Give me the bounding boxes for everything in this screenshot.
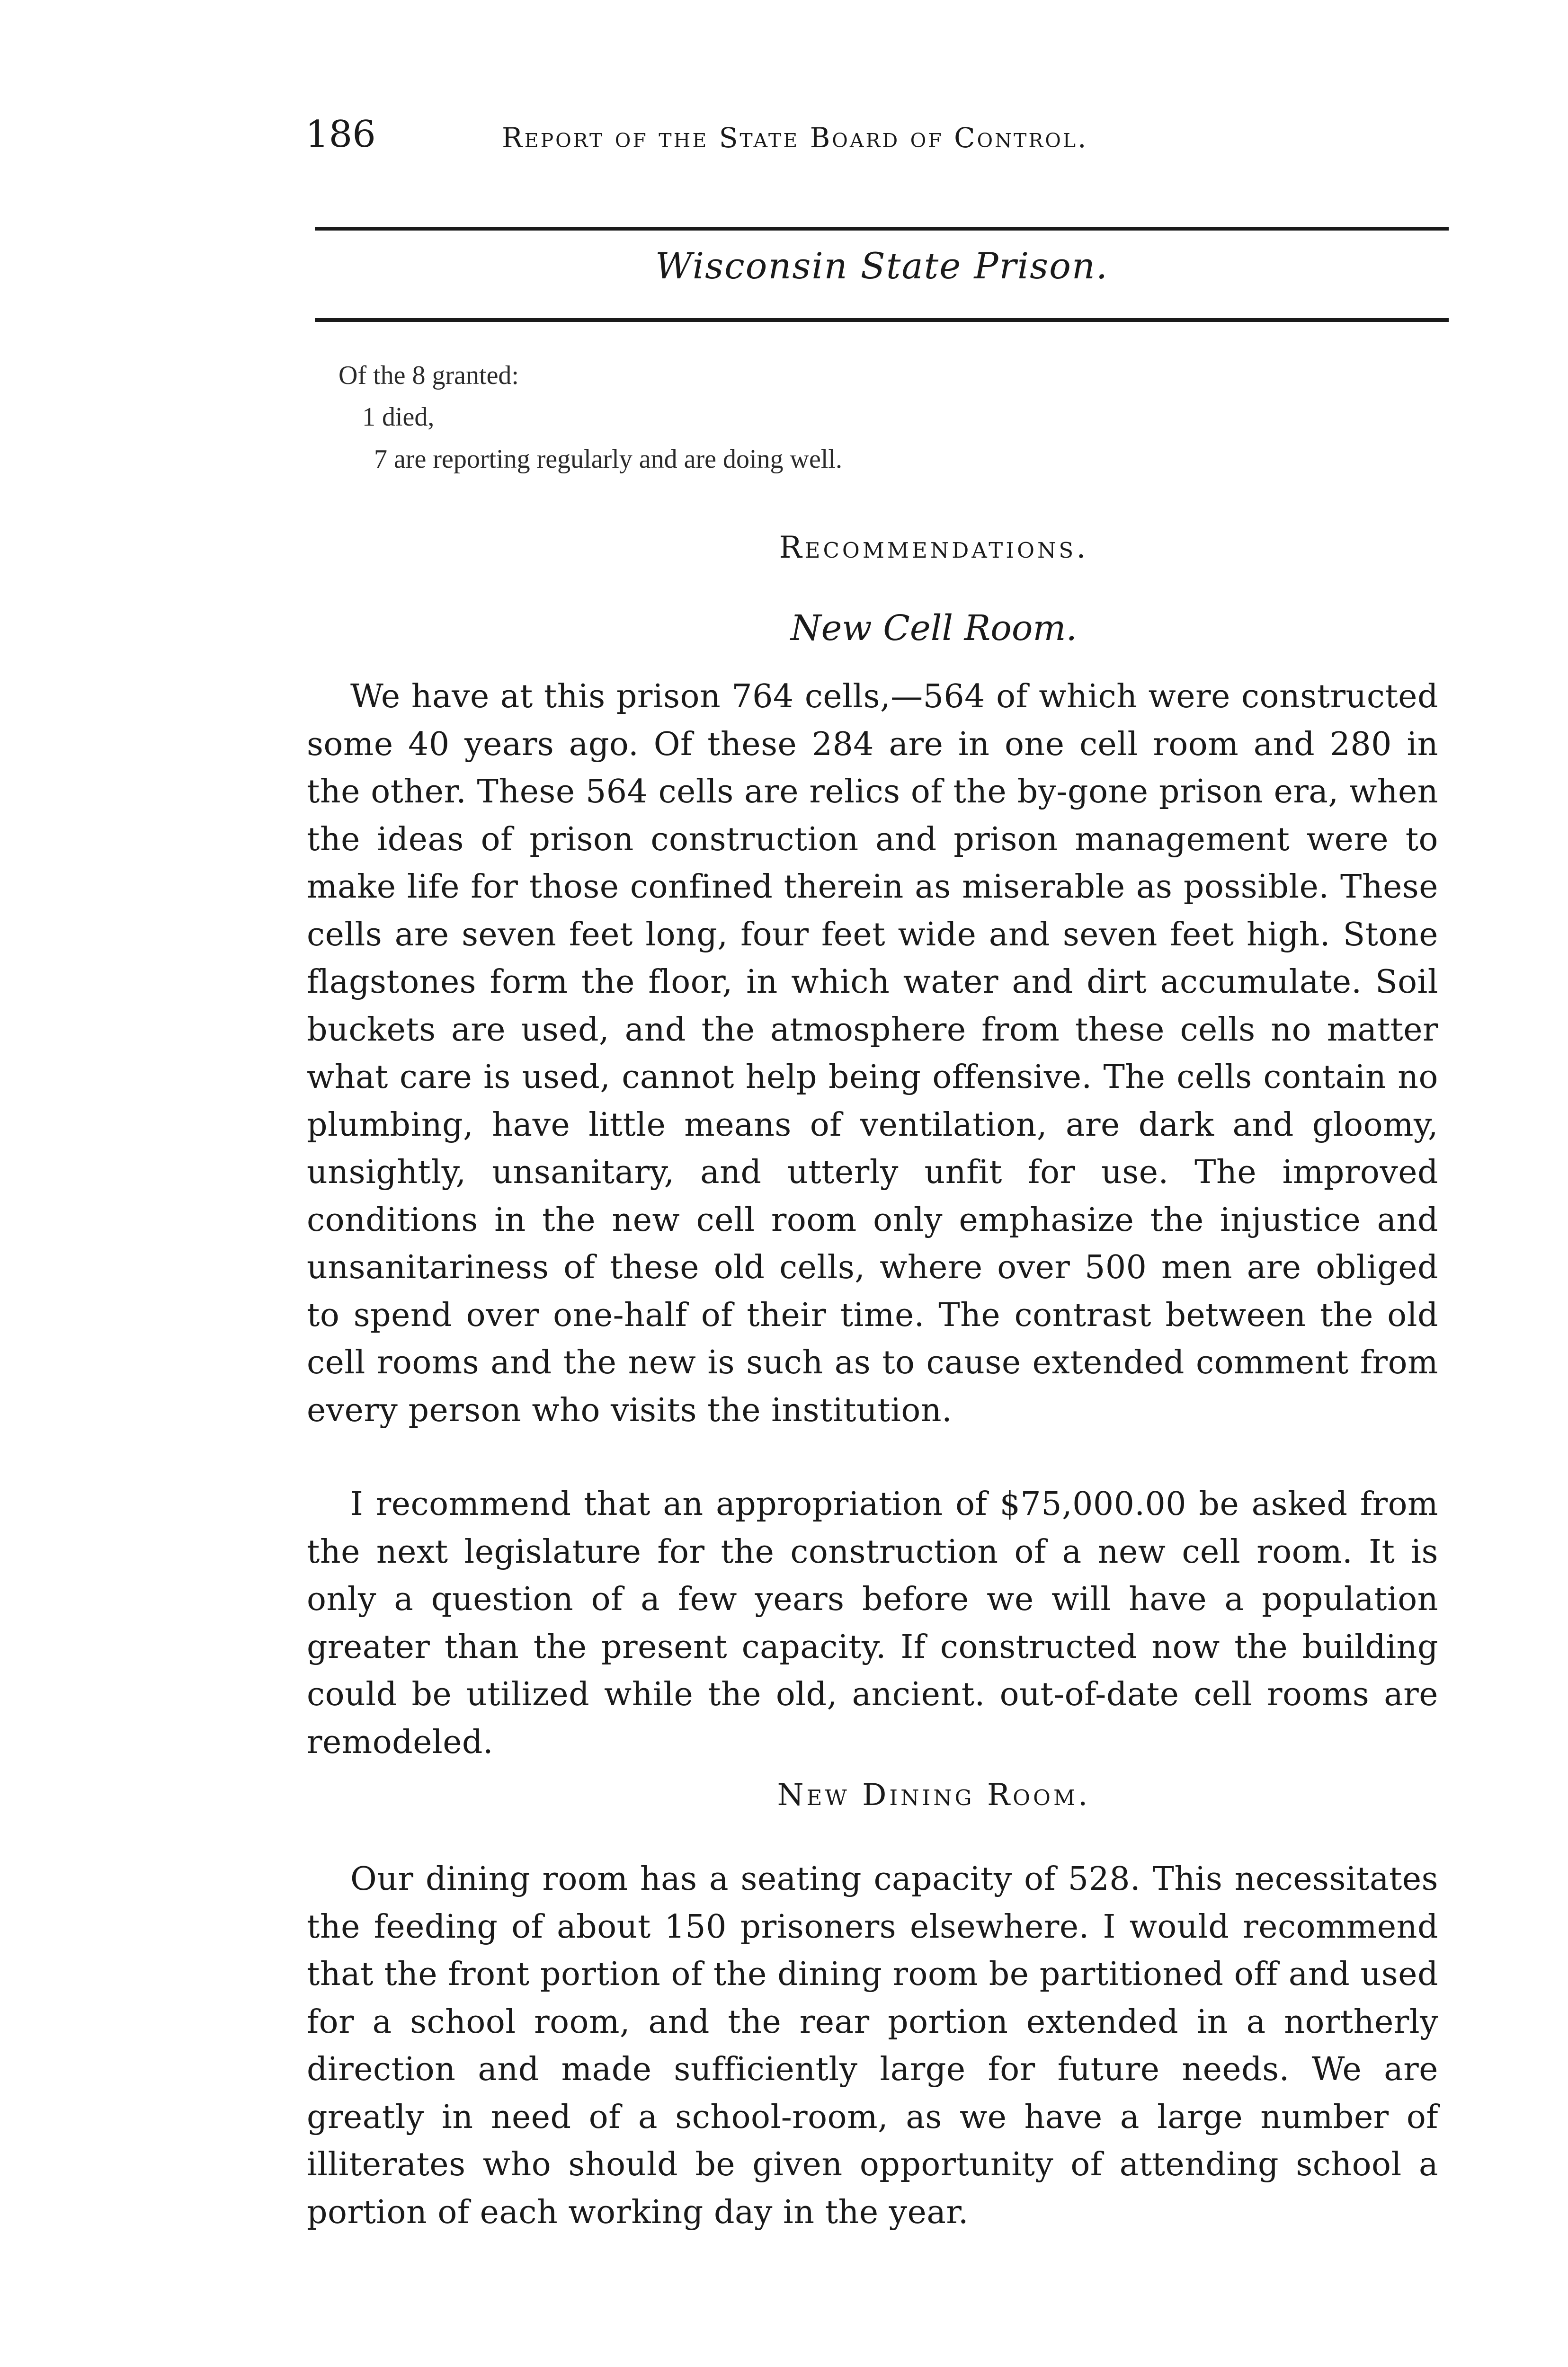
top-rule xyxy=(315,227,1449,231)
section-title: Wisconsin State Prison. xyxy=(655,245,1108,287)
dining-room-heading: New Dining Room. xyxy=(777,1778,1091,1813)
paroles-item: 7 are reporting regularly and are doing well. xyxy=(374,445,842,474)
appropriation-paragraph: I recommend that an appropriation of $75,000.00 be asked from the next legislature for the construction of a new cell room. It is only a question of a few years before we will have a population greater than the present capacity. If constructed now the building could be utilized while the old, ancient. out-of-date cell rooms are remodeled. xyxy=(307,1486,1438,1761)
page-number: 186 xyxy=(305,113,376,156)
running-head: Report of the State Board of Control. xyxy=(502,122,1088,154)
recommendations-heading: Recommendations. xyxy=(779,530,1089,565)
paroles-intro: Of the 8 granted: xyxy=(339,361,519,390)
bottom-rule xyxy=(315,318,1449,322)
cell-room-heading: New Cell Room. xyxy=(790,608,1078,649)
dining-room-paragraph: Our dining room has a seating capacity of 528. This necessitates the feeding of about 150 prisoners elsewhere. I would recommend that the front portion of the dining room be partitioned off and used for a school room, and the rear portion extended in a northerly direction and made sufficiently large for future needs. We are greatly in need of a school-room, as we have a large number of illiterates who should be given opportunity of attending school a portion of each working day in the year. xyxy=(307,1860,1438,2231)
cell-room-paragraph: We have at this prison 764 cells,—564 of which were constructed some 40 years ago. Of these 284 are in one cell room and 280 in the other. These 564 cells are relics of the by-gone prison era, when the ideas of prison construction and prison management were to make life for those confined therein as miserable as possible. These cells are seven feet long, four feet wide and seven feet high. Stone flagstones form the floor, in which water and dirt accumulate. Soil buckets are used, and the atmosphere from these cells no matter what care is used, cannot help being offensive. The cells contain no plumbing, have little means of ventilation, are dark and gloomy, unsightly, unsanitary, and utterly unfit for use. The improved conditions in the new cell room only emphasize the injustice and unsanitariness of these old cells, where over 500 men are obliged to spend over one-half of their time. The contrast between the old cell rooms and the new is such as to cause extended comment from every person who visits the institution. xyxy=(307,678,1438,1429)
paroles-item: 1 died, xyxy=(362,402,435,432)
